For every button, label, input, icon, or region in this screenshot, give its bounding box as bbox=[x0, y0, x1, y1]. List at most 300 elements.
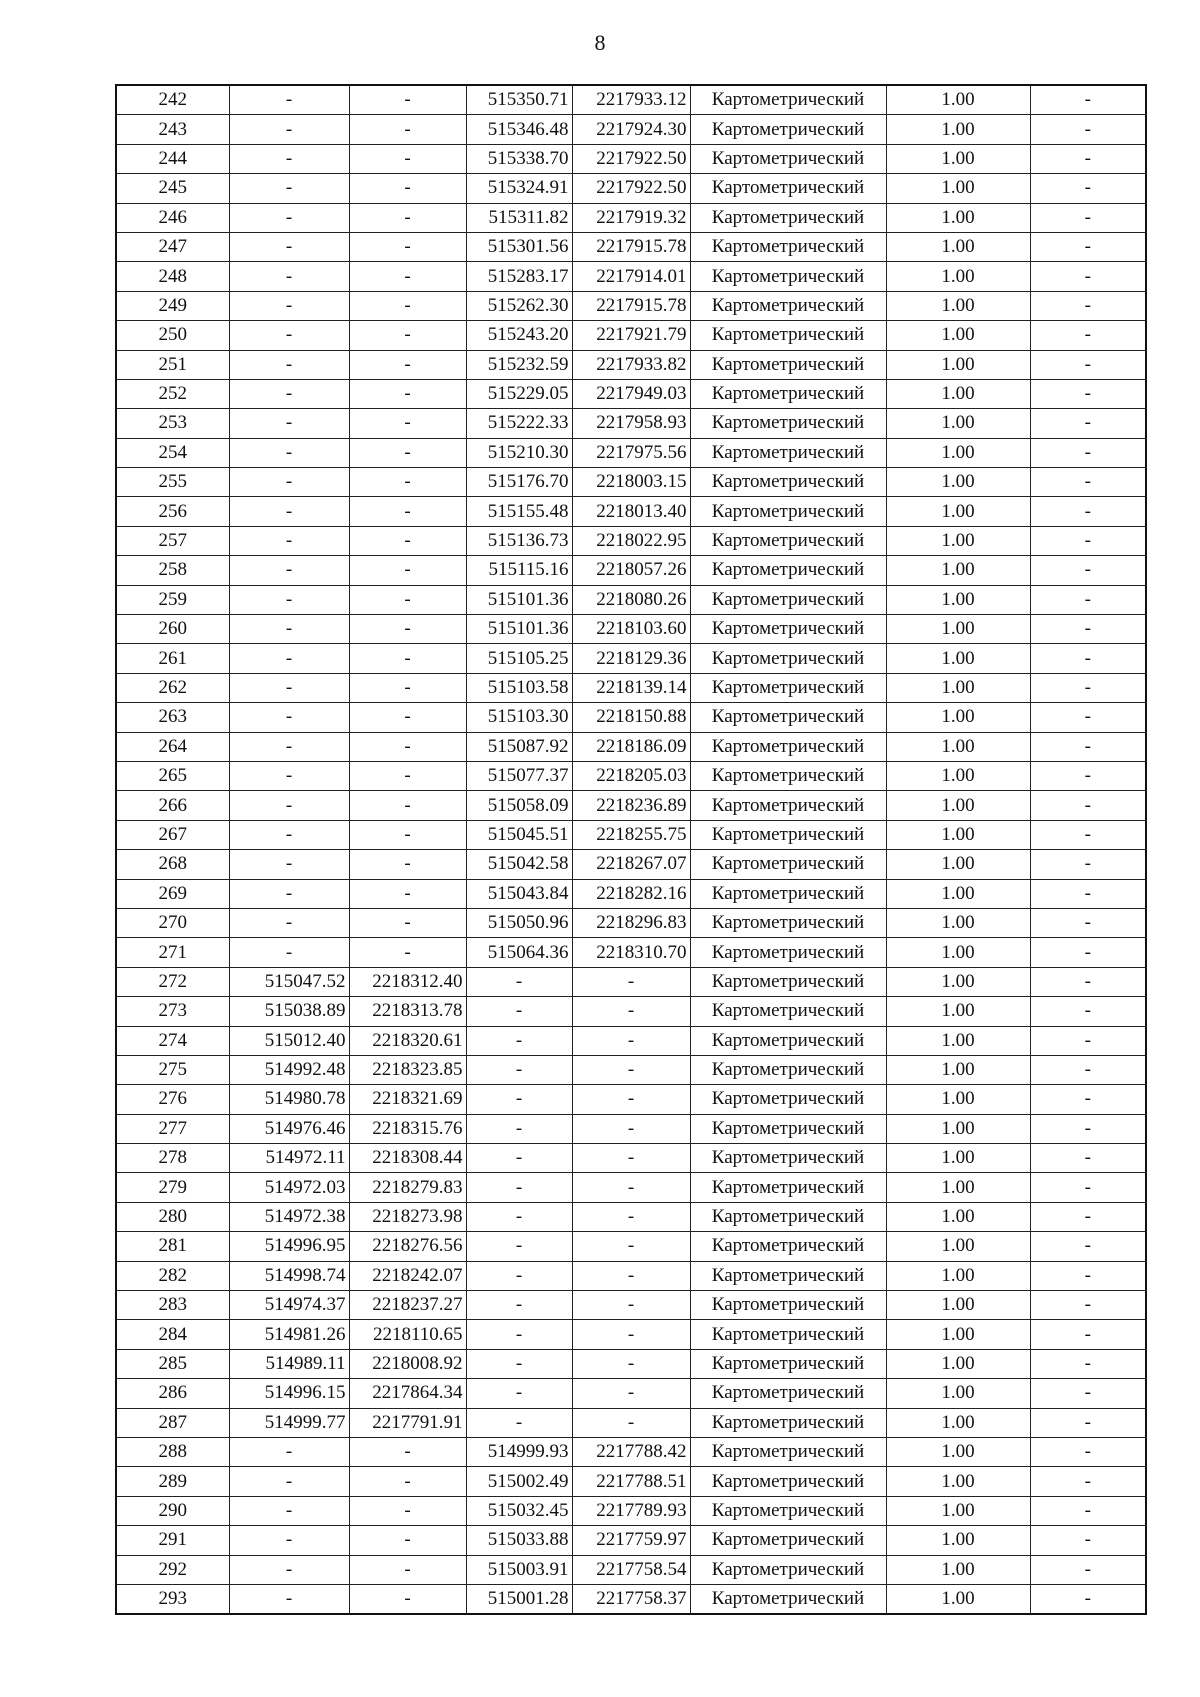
cell-old-y: - bbox=[349, 644, 466, 673]
cell-old-x: - bbox=[229, 732, 349, 761]
table-row bbox=[116, 1467, 1146, 1496]
cell-old-x: 515047.52 bbox=[229, 967, 349, 996]
cell-description: - bbox=[1030, 556, 1146, 585]
cell-new-y: 2218003.15 bbox=[572, 468, 690, 497]
cell-description: - bbox=[1030, 1114, 1146, 1143]
cell-accuracy: 1.00 bbox=[886, 379, 1030, 408]
cell-accuracy: 1.00 bbox=[886, 321, 1030, 350]
cell-new-y: 2217922.50 bbox=[572, 174, 690, 203]
cell-description: - bbox=[1030, 1173, 1146, 1202]
cell-accuracy: 1.00 bbox=[886, 644, 1030, 673]
cell-new-x: - bbox=[466, 1320, 572, 1349]
cell-point-number: 279 bbox=[116, 1173, 229, 1202]
cell-new-y: 2218129.36 bbox=[572, 644, 690, 673]
cell-old-y: - bbox=[349, 350, 466, 379]
cell-method: Картометрический bbox=[690, 1320, 886, 1349]
cell-method: Картометрический bbox=[690, 1055, 886, 1084]
cell-new-y: - bbox=[572, 1202, 690, 1231]
cell-old-x: 514998.74 bbox=[229, 1261, 349, 1290]
cell-new-y: - bbox=[572, 1085, 690, 1114]
cell-method: Картометрический bbox=[690, 1408, 886, 1437]
cell-accuracy: 1.00 bbox=[886, 409, 1030, 438]
cell-accuracy: 1.00 bbox=[886, 497, 1030, 526]
cell-method: Картометрический bbox=[690, 144, 886, 173]
cell-method: Картометрический bbox=[690, 1526, 886, 1555]
cell-description: - bbox=[1030, 321, 1146, 350]
cell-accuracy: 1.00 bbox=[886, 1173, 1030, 1202]
cell-old-x: - bbox=[229, 908, 349, 937]
cell-old-y: - bbox=[349, 1555, 466, 1584]
table-row bbox=[116, 1408, 1146, 1437]
cell-description: - bbox=[1030, 791, 1146, 820]
cell-description: - bbox=[1030, 732, 1146, 761]
cell-old-x: - bbox=[229, 1496, 349, 1525]
cell-accuracy: 1.00 bbox=[886, 1584, 1030, 1614]
cell-point-number: 270 bbox=[116, 908, 229, 937]
cell-old-x: 514972.03 bbox=[229, 1173, 349, 1202]
cell-method: Картометрический bbox=[690, 703, 886, 732]
cell-new-x: 514999.93 bbox=[466, 1437, 572, 1466]
cell-accuracy: 1.00 bbox=[886, 1320, 1030, 1349]
cell-old-x: - bbox=[229, 409, 349, 438]
cell-method: Картометрический bbox=[690, 438, 886, 467]
cell-method: Картометрический bbox=[690, 232, 886, 261]
cell-old-y: - bbox=[349, 820, 466, 849]
cell-point-number: 287 bbox=[116, 1408, 229, 1437]
cell-new-y: 2218103.60 bbox=[572, 615, 690, 644]
cell-description: - bbox=[1030, 585, 1146, 614]
table-row bbox=[116, 1437, 1146, 1466]
cell-point-number: 293 bbox=[116, 1584, 229, 1614]
cell-description: - bbox=[1030, 1467, 1146, 1496]
cell-method: Картометрический bbox=[690, 203, 886, 232]
cell-new-y: 2218205.03 bbox=[572, 761, 690, 790]
cell-description: - bbox=[1030, 379, 1146, 408]
cell-accuracy: 1.00 bbox=[886, 1496, 1030, 1525]
cell-accuracy: 1.00 bbox=[886, 85, 1030, 115]
cell-accuracy: 1.00 bbox=[886, 203, 1030, 232]
cell-method: Картометрический bbox=[690, 732, 886, 761]
cell-description: - bbox=[1030, 468, 1146, 497]
cell-accuracy: 1.00 bbox=[886, 703, 1030, 732]
cell-old-y: - bbox=[349, 732, 466, 761]
cell-new-x: 515101.36 bbox=[466, 615, 572, 644]
cell-old-x: - bbox=[229, 938, 349, 967]
cell-old-y: - bbox=[349, 526, 466, 555]
cell-method: Картометрический bbox=[690, 585, 886, 614]
cell-point-number: 249 bbox=[116, 291, 229, 320]
cell-old-x: - bbox=[229, 1437, 349, 1466]
cell-accuracy: 1.00 bbox=[886, 585, 1030, 614]
cell-new-x: 515064.36 bbox=[466, 938, 572, 967]
cell-old-x: - bbox=[229, 379, 349, 408]
cell-accuracy: 1.00 bbox=[886, 556, 1030, 585]
cell-new-y: 2217924.30 bbox=[572, 115, 690, 144]
cell-old-y: - bbox=[349, 1584, 466, 1614]
cell-description: - bbox=[1030, 203, 1146, 232]
cell-accuracy: 1.00 bbox=[886, 732, 1030, 761]
cell-old-x: - bbox=[229, 203, 349, 232]
cell-new-y: 2217759.97 bbox=[572, 1526, 690, 1555]
cell-point-number: 263 bbox=[116, 703, 229, 732]
cell-point-number: 253 bbox=[116, 409, 229, 438]
cell-method: Картометрический bbox=[690, 967, 886, 996]
cell-new-y: 2217975.56 bbox=[572, 438, 690, 467]
cell-accuracy: 1.00 bbox=[886, 997, 1030, 1026]
table-row bbox=[116, 850, 1146, 879]
cell-new-x: 515338.70 bbox=[466, 144, 572, 173]
cell-description: - bbox=[1030, 1496, 1146, 1525]
cell-accuracy: 1.00 bbox=[886, 1555, 1030, 1584]
cell-method: Картометрический bbox=[690, 761, 886, 790]
cell-point-number: 281 bbox=[116, 1232, 229, 1261]
cell-accuracy: 1.00 bbox=[886, 1085, 1030, 1114]
cell-new-y: - bbox=[572, 1320, 690, 1349]
cell-description: - bbox=[1030, 967, 1146, 996]
table-row bbox=[116, 1232, 1146, 1261]
cell-old-y: 2218323.85 bbox=[349, 1055, 466, 1084]
cell-new-x: - bbox=[466, 1026, 572, 1055]
cell-description: - bbox=[1030, 673, 1146, 702]
cell-accuracy: 1.00 bbox=[886, 1437, 1030, 1466]
cell-new-x: 515301.56 bbox=[466, 232, 572, 261]
cell-new-x: 515210.30 bbox=[466, 438, 572, 467]
cell-new-y: 2218267.07 bbox=[572, 850, 690, 879]
cell-old-x: 514974.37 bbox=[229, 1291, 349, 1320]
cell-accuracy: 1.00 bbox=[886, 1291, 1030, 1320]
cell-old-x: - bbox=[229, 761, 349, 790]
cell-old-y: - bbox=[349, 409, 466, 438]
cell-new-y: - bbox=[572, 1055, 690, 1084]
cell-old-x: 514989.11 bbox=[229, 1349, 349, 1378]
cell-method: Картометрический bbox=[690, 379, 886, 408]
cell-method: Картометрический bbox=[690, 1467, 886, 1496]
cell-method: Картометрический bbox=[690, 1584, 886, 1614]
cell-new-x: - bbox=[466, 1261, 572, 1290]
cell-new-x: 515350.71 bbox=[466, 85, 572, 115]
cell-point-number: 244 bbox=[116, 144, 229, 173]
cell-description: - bbox=[1030, 144, 1146, 173]
cell-description: - bbox=[1030, 409, 1146, 438]
cell-old-x: - bbox=[229, 1526, 349, 1555]
cell-old-x: - bbox=[229, 820, 349, 849]
cell-point-number: 264 bbox=[116, 732, 229, 761]
cell-accuracy: 1.00 bbox=[886, 1202, 1030, 1231]
cell-new-x: 515043.84 bbox=[466, 879, 572, 908]
cell-old-x: 514992.48 bbox=[229, 1055, 349, 1084]
table-row bbox=[116, 997, 1146, 1026]
cell-description: - bbox=[1030, 1085, 1146, 1114]
cell-new-x: - bbox=[466, 1349, 572, 1378]
cell-old-x: - bbox=[229, 174, 349, 203]
cell-old-x: - bbox=[229, 1584, 349, 1614]
cell-new-x: - bbox=[466, 1379, 572, 1408]
cell-new-x: 515101.36 bbox=[466, 585, 572, 614]
cell-accuracy: 1.00 bbox=[886, 1026, 1030, 1055]
table-row bbox=[116, 615, 1146, 644]
cell-old-x: - bbox=[229, 615, 349, 644]
cell-point-number: 278 bbox=[116, 1144, 229, 1173]
cell-accuracy: 1.00 bbox=[886, 291, 1030, 320]
cell-old-x: - bbox=[229, 703, 349, 732]
cell-point-number: 276 bbox=[116, 1085, 229, 1114]
cell-accuracy: 1.00 bbox=[886, 938, 1030, 967]
cell-old-x: - bbox=[229, 85, 349, 115]
cell-old-x: 515012.40 bbox=[229, 1026, 349, 1055]
cell-method: Картометрический bbox=[690, 791, 886, 820]
cell-description: - bbox=[1030, 879, 1146, 908]
cell-accuracy: 1.00 bbox=[886, 1232, 1030, 1261]
cell-new-y: - bbox=[572, 1261, 690, 1290]
cell-point-number: 250 bbox=[116, 321, 229, 350]
cell-old-y: - bbox=[349, 1496, 466, 1525]
cell-new-y: 2217921.79 bbox=[572, 321, 690, 350]
cell-method: Картометрический bbox=[690, 1232, 886, 1261]
table-row bbox=[116, 1173, 1146, 1202]
cell-old-x: - bbox=[229, 262, 349, 291]
cell-accuracy: 1.00 bbox=[886, 1055, 1030, 1084]
cell-point-number: 271 bbox=[116, 938, 229, 967]
cell-method: Картометрический bbox=[690, 1261, 886, 1290]
cell-new-y: 2217949.03 bbox=[572, 379, 690, 408]
cell-old-y: 2218242.07 bbox=[349, 1261, 466, 1290]
cell-method: Картометрический bbox=[690, 997, 886, 1026]
cell-point-number: 258 bbox=[116, 556, 229, 585]
cell-new-x: 515077.37 bbox=[466, 761, 572, 790]
cell-new-y: 2217914.01 bbox=[572, 262, 690, 291]
cell-method: Картометрический bbox=[690, 556, 886, 585]
cell-accuracy: 1.00 bbox=[886, 761, 1030, 790]
cell-description: - bbox=[1030, 526, 1146, 555]
cell-old-y: - bbox=[349, 1467, 466, 1496]
cell-method: Картометрический bbox=[690, 321, 886, 350]
cell-old-y: - bbox=[349, 497, 466, 526]
table-row bbox=[116, 1055, 1146, 1084]
table-row bbox=[116, 262, 1146, 291]
cell-description: - bbox=[1030, 350, 1146, 379]
cell-old-y: - bbox=[349, 615, 466, 644]
cell-old-y: - bbox=[349, 1526, 466, 1555]
cell-description: - bbox=[1030, 703, 1146, 732]
cell-new-x: - bbox=[466, 1232, 572, 1261]
cell-point-number: 275 bbox=[116, 1055, 229, 1084]
cell-description: - bbox=[1030, 820, 1146, 849]
cell-old-x: 514972.38 bbox=[229, 1202, 349, 1231]
cell-description: - bbox=[1030, 761, 1146, 790]
cell-new-y: 2218022.95 bbox=[572, 526, 690, 555]
cell-point-number: 282 bbox=[116, 1261, 229, 1290]
table-row bbox=[116, 908, 1146, 937]
table-row bbox=[116, 203, 1146, 232]
table-row bbox=[116, 1320, 1146, 1349]
cell-method: Картометрический bbox=[690, 1114, 886, 1143]
cell-new-y: - bbox=[572, 997, 690, 1026]
cell-accuracy: 1.00 bbox=[886, 262, 1030, 291]
cell-method: Картометрический bbox=[690, 615, 886, 644]
cell-new-x: 515262.30 bbox=[466, 291, 572, 320]
cell-method: Картометрический bbox=[690, 644, 886, 673]
cell-old-x: - bbox=[229, 556, 349, 585]
cell-old-x: - bbox=[229, 1467, 349, 1496]
cell-description: - bbox=[1030, 1379, 1146, 1408]
cell-old-y: - bbox=[349, 379, 466, 408]
cell-accuracy: 1.00 bbox=[886, 526, 1030, 555]
cell-point-number: 292 bbox=[116, 1555, 229, 1584]
table-row bbox=[116, 85, 1146, 115]
cell-new-x: 515311.82 bbox=[466, 203, 572, 232]
cell-old-x: - bbox=[229, 144, 349, 173]
cell-new-x: 515042.58 bbox=[466, 850, 572, 879]
cell-method: Картометрический bbox=[690, 1026, 886, 1055]
cell-old-y: 2218276.56 bbox=[349, 1232, 466, 1261]
cell-point-number: 262 bbox=[116, 673, 229, 702]
cell-accuracy: 1.00 bbox=[886, 1261, 1030, 1290]
cell-new-y: - bbox=[572, 967, 690, 996]
cell-method: Картометрический bbox=[690, 673, 886, 702]
cell-old-x: - bbox=[229, 791, 349, 820]
cell-description: - bbox=[1030, 1202, 1146, 1231]
cell-old-x: - bbox=[229, 497, 349, 526]
cell-new-x: 515346.48 bbox=[466, 115, 572, 144]
table-row bbox=[116, 1379, 1146, 1408]
cell-point-number: 256 bbox=[116, 497, 229, 526]
cell-new-x: 515243.20 bbox=[466, 321, 572, 350]
cell-point-number: 251 bbox=[116, 350, 229, 379]
table-row bbox=[116, 174, 1146, 203]
table-row bbox=[116, 115, 1146, 144]
table-row bbox=[116, 761, 1146, 790]
cell-new-y: - bbox=[572, 1379, 690, 1408]
cell-new-y: 2217758.54 bbox=[572, 1555, 690, 1584]
cell-old-y: 2218008.92 bbox=[349, 1349, 466, 1378]
cell-new-y: 2218310.70 bbox=[572, 938, 690, 967]
cell-method: Картометрический bbox=[690, 908, 886, 937]
cell-new-y: 2217789.93 bbox=[572, 1496, 690, 1525]
cell-method: Картометрический bbox=[690, 879, 886, 908]
cell-description: - bbox=[1030, 1555, 1146, 1584]
cell-description: - bbox=[1030, 174, 1146, 203]
cell-old-y: 2218237.27 bbox=[349, 1291, 466, 1320]
cell-old-x: - bbox=[229, 1555, 349, 1584]
cell-method: Картометрический bbox=[690, 1202, 886, 1231]
cell-point-number: 280 bbox=[116, 1202, 229, 1231]
cell-old-x: - bbox=[229, 673, 349, 702]
cell-new-y: 2217788.51 bbox=[572, 1467, 690, 1496]
cell-accuracy: 1.00 bbox=[886, 1379, 1030, 1408]
cell-new-x: - bbox=[466, 1144, 572, 1173]
cell-accuracy: 1.00 bbox=[886, 615, 1030, 644]
table-row bbox=[116, 526, 1146, 555]
cell-old-y: - bbox=[349, 115, 466, 144]
cell-old-y: - bbox=[349, 144, 466, 173]
cell-description: - bbox=[1030, 438, 1146, 467]
cell-new-x: 515032.45 bbox=[466, 1496, 572, 1525]
cell-old-y: 2218273.98 bbox=[349, 1202, 466, 1231]
cell-method: Картометрический bbox=[690, 409, 886, 438]
cell-old-y: - bbox=[349, 879, 466, 908]
table-row bbox=[116, 1026, 1146, 1055]
cell-point-number: 286 bbox=[116, 1379, 229, 1408]
cell-new-x: 515001.28 bbox=[466, 1584, 572, 1614]
table-row bbox=[116, 409, 1146, 438]
cell-point-number: 247 bbox=[116, 232, 229, 261]
table-row bbox=[116, 938, 1146, 967]
cell-new-x: - bbox=[466, 1055, 572, 1084]
cell-description: - bbox=[1030, 997, 1146, 1026]
cell-method: Картометрический bbox=[690, 1379, 886, 1408]
cell-old-x: - bbox=[229, 291, 349, 320]
table-row bbox=[116, 438, 1146, 467]
cell-description: - bbox=[1030, 1320, 1146, 1349]
cell-point-number: 248 bbox=[116, 262, 229, 291]
table-row bbox=[116, 967, 1146, 996]
page-number: 8 bbox=[594, 30, 606, 55]
cell-accuracy: 1.00 bbox=[886, 791, 1030, 820]
cell-description: - bbox=[1030, 908, 1146, 937]
cell-point-number: 265 bbox=[116, 761, 229, 790]
cell-old-x: 514996.15 bbox=[229, 1379, 349, 1408]
cell-old-x: - bbox=[229, 321, 349, 350]
cell-point-number: 252 bbox=[116, 379, 229, 408]
cell-new-y: 2217922.50 bbox=[572, 144, 690, 173]
table-row bbox=[116, 1584, 1146, 1614]
cell-old-y: 2218313.78 bbox=[349, 997, 466, 1026]
cell-accuracy: 1.00 bbox=[886, 673, 1030, 702]
cell-new-x: 515050.96 bbox=[466, 908, 572, 937]
cell-method: Картометрический bbox=[690, 1437, 886, 1466]
cell-new-y: - bbox=[572, 1232, 690, 1261]
table-row bbox=[116, 379, 1146, 408]
cell-method: Картометрический bbox=[690, 350, 886, 379]
cell-new-x: 515176.70 bbox=[466, 468, 572, 497]
cell-old-y: - bbox=[349, 908, 466, 937]
table-row bbox=[116, 1349, 1146, 1378]
cell-new-y: 2218057.26 bbox=[572, 556, 690, 585]
cell-old-x: 514996.95 bbox=[229, 1232, 349, 1261]
cell-new-x: - bbox=[466, 1085, 572, 1114]
cell-point-number: 291 bbox=[116, 1526, 229, 1555]
cell-point-number: 283 bbox=[116, 1291, 229, 1320]
cell-new-x: 515003.91 bbox=[466, 1555, 572, 1584]
cell-point-number: 290 bbox=[116, 1496, 229, 1525]
cell-old-x: 514976.46 bbox=[229, 1114, 349, 1143]
cell-new-x: 515232.59 bbox=[466, 350, 572, 379]
cell-point-number: 242 bbox=[116, 85, 229, 115]
cell-new-y: - bbox=[572, 1349, 690, 1378]
cell-point-number: 260 bbox=[116, 615, 229, 644]
cell-old-y: - bbox=[349, 262, 466, 291]
cell-old-y: 2218308.44 bbox=[349, 1144, 466, 1173]
cell-point-number: 245 bbox=[116, 174, 229, 203]
cell-method: Картометрический bbox=[690, 938, 886, 967]
cell-old-y: 2218279.83 bbox=[349, 1173, 466, 1202]
cell-old-y: 2218312.40 bbox=[349, 967, 466, 996]
cell-new-x: 515058.09 bbox=[466, 791, 572, 820]
table-row bbox=[116, 1555, 1146, 1584]
cell-new-y: 2218255.75 bbox=[572, 820, 690, 849]
cell-new-x: 515103.30 bbox=[466, 703, 572, 732]
cell-description: - bbox=[1030, 291, 1146, 320]
cell-new-x: 515155.48 bbox=[466, 497, 572, 526]
cell-new-x: 515222.33 bbox=[466, 409, 572, 438]
cell-old-y: - bbox=[349, 850, 466, 879]
cell-description: - bbox=[1030, 1526, 1146, 1555]
table-row bbox=[116, 820, 1146, 849]
cell-new-y: 2217958.93 bbox=[572, 409, 690, 438]
cell-method: Картометрический bbox=[690, 1144, 886, 1173]
cell-method: Картометрический bbox=[690, 526, 886, 555]
cell-method: Картометрический bbox=[690, 1085, 886, 1114]
